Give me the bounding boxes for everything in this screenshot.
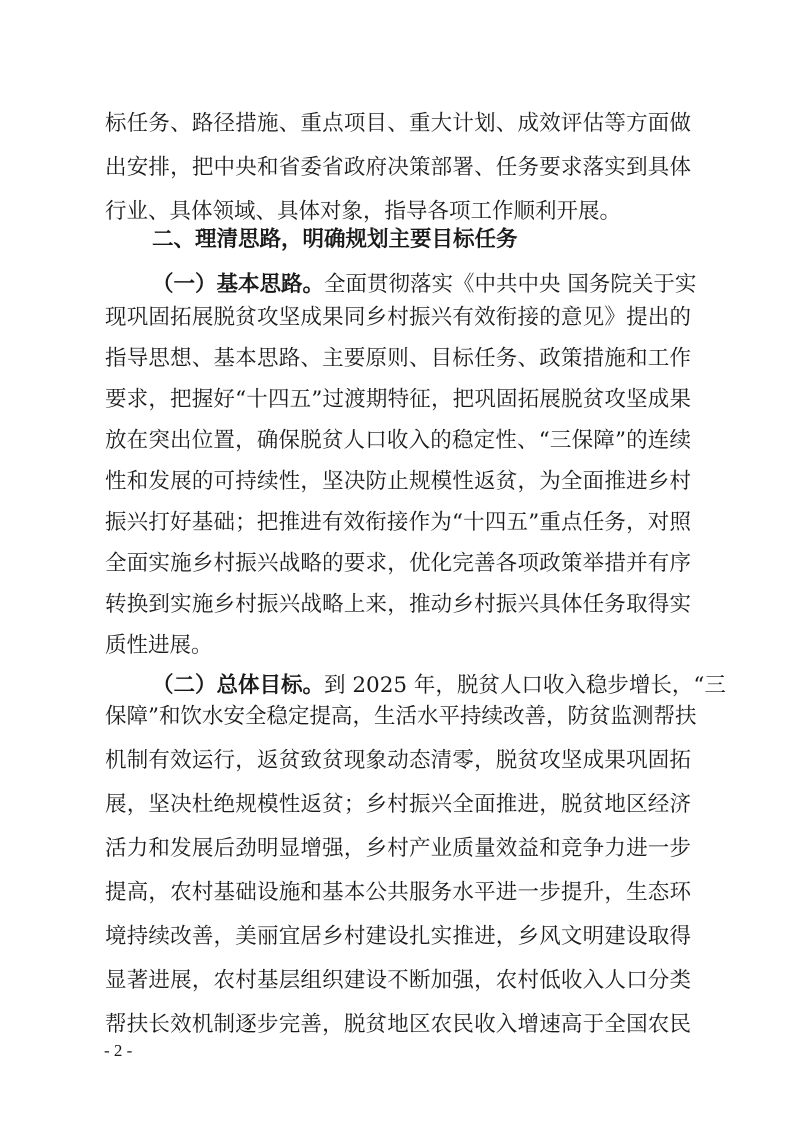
paragraph-line: 振兴打好基础；把推进有效衔接作为“十四五”重点任务，对照 bbox=[105, 510, 691, 535]
subsection-text: 到 2025 年，脱贫人口收入稳步增长，“三 bbox=[324, 673, 726, 698]
paragraph-line: 标任务、路径措施、重点项目、重大计划、成效评估等方面做 bbox=[105, 111, 691, 136]
subsection-label: （一）基本思路。 bbox=[152, 272, 325, 297]
paragraph-line: 转换到实施乡村振兴战略上来，推动乡村振兴具体任务取得实 bbox=[105, 592, 691, 617]
paragraph-line: 显著进展，农村基层组织建设不断加强，农村低收入人口分类 bbox=[105, 968, 691, 993]
paragraph-line: 现巩固拓展脱贫攻坚成果同乡村振兴有效衔接的意见》提出的 bbox=[105, 305, 691, 330]
paragraph-line: 活力和发展后劲明显增强，乡村产业质量效益和竞争力进一步 bbox=[105, 836, 691, 861]
paragraph-line: 帮扶长效机制逐步完善，脱贫地区农民收入增速高于全国农民 bbox=[105, 1012, 691, 1037]
paragraph-line: 指导思想、基本思路、主要原则、目标任务、政策措施和工作 bbox=[105, 346, 691, 371]
paragraph-line: 机制有效运行，返贫致贫现象动态清零，脱贫攻坚成果巩固拓 bbox=[105, 748, 691, 773]
paragraph-line: 性和发展的可持续性，坚决防止规模性返贫，为全面推进乡村 bbox=[105, 469, 691, 494]
section-heading: 二、理清思路，明确规划主要目标任务 bbox=[152, 227, 518, 252]
subsection-text: 全面贯彻落实《中共中央 国务院关于实 bbox=[324, 272, 697, 297]
paragraph-line: 要求，把握好“十四五”过渡期特征，把巩固拓展脱贫攻坚成果 bbox=[105, 387, 691, 412]
paragraph-line: 保障”和饮水安全稳定提高，生活水平持续改善，防贫监测帮扶 bbox=[105, 704, 697, 729]
subsection-label: （二）总体目标。 bbox=[152, 673, 325, 698]
paragraph-line: 提高，农村基础设施和基本公共服务水平进一步提升，生态环 bbox=[105, 880, 691, 905]
paragraph-line: 质性进展。 bbox=[105, 633, 213, 658]
paragraph-line: 出安排，把中央和省委省政府决策部署、任务要求落实到具体 bbox=[105, 155, 691, 180]
paragraph-line: 境持续改善，美丽宜居乡村建设扎实推进，乡风文明建设取得 bbox=[105, 924, 691, 949]
paragraph-line: 行业、具体领域、具体对象，指导各项工作顺利开展。 bbox=[105, 199, 622, 224]
paragraph-line: 放在突出位置，确保脱贫人口收入的稳定性、“三保障”的连续 bbox=[105, 428, 691, 453]
paragraph-line: 全面实施乡村振兴战略的要求，优化完善各项政策举措并有序 bbox=[105, 551, 691, 576]
paragraph-line: 展，坚决杜绝规模性返贫；乡村振兴全面推进，脱贫地区经济 bbox=[105, 792, 691, 817]
page-number: - 2 - bbox=[104, 1041, 133, 1060]
